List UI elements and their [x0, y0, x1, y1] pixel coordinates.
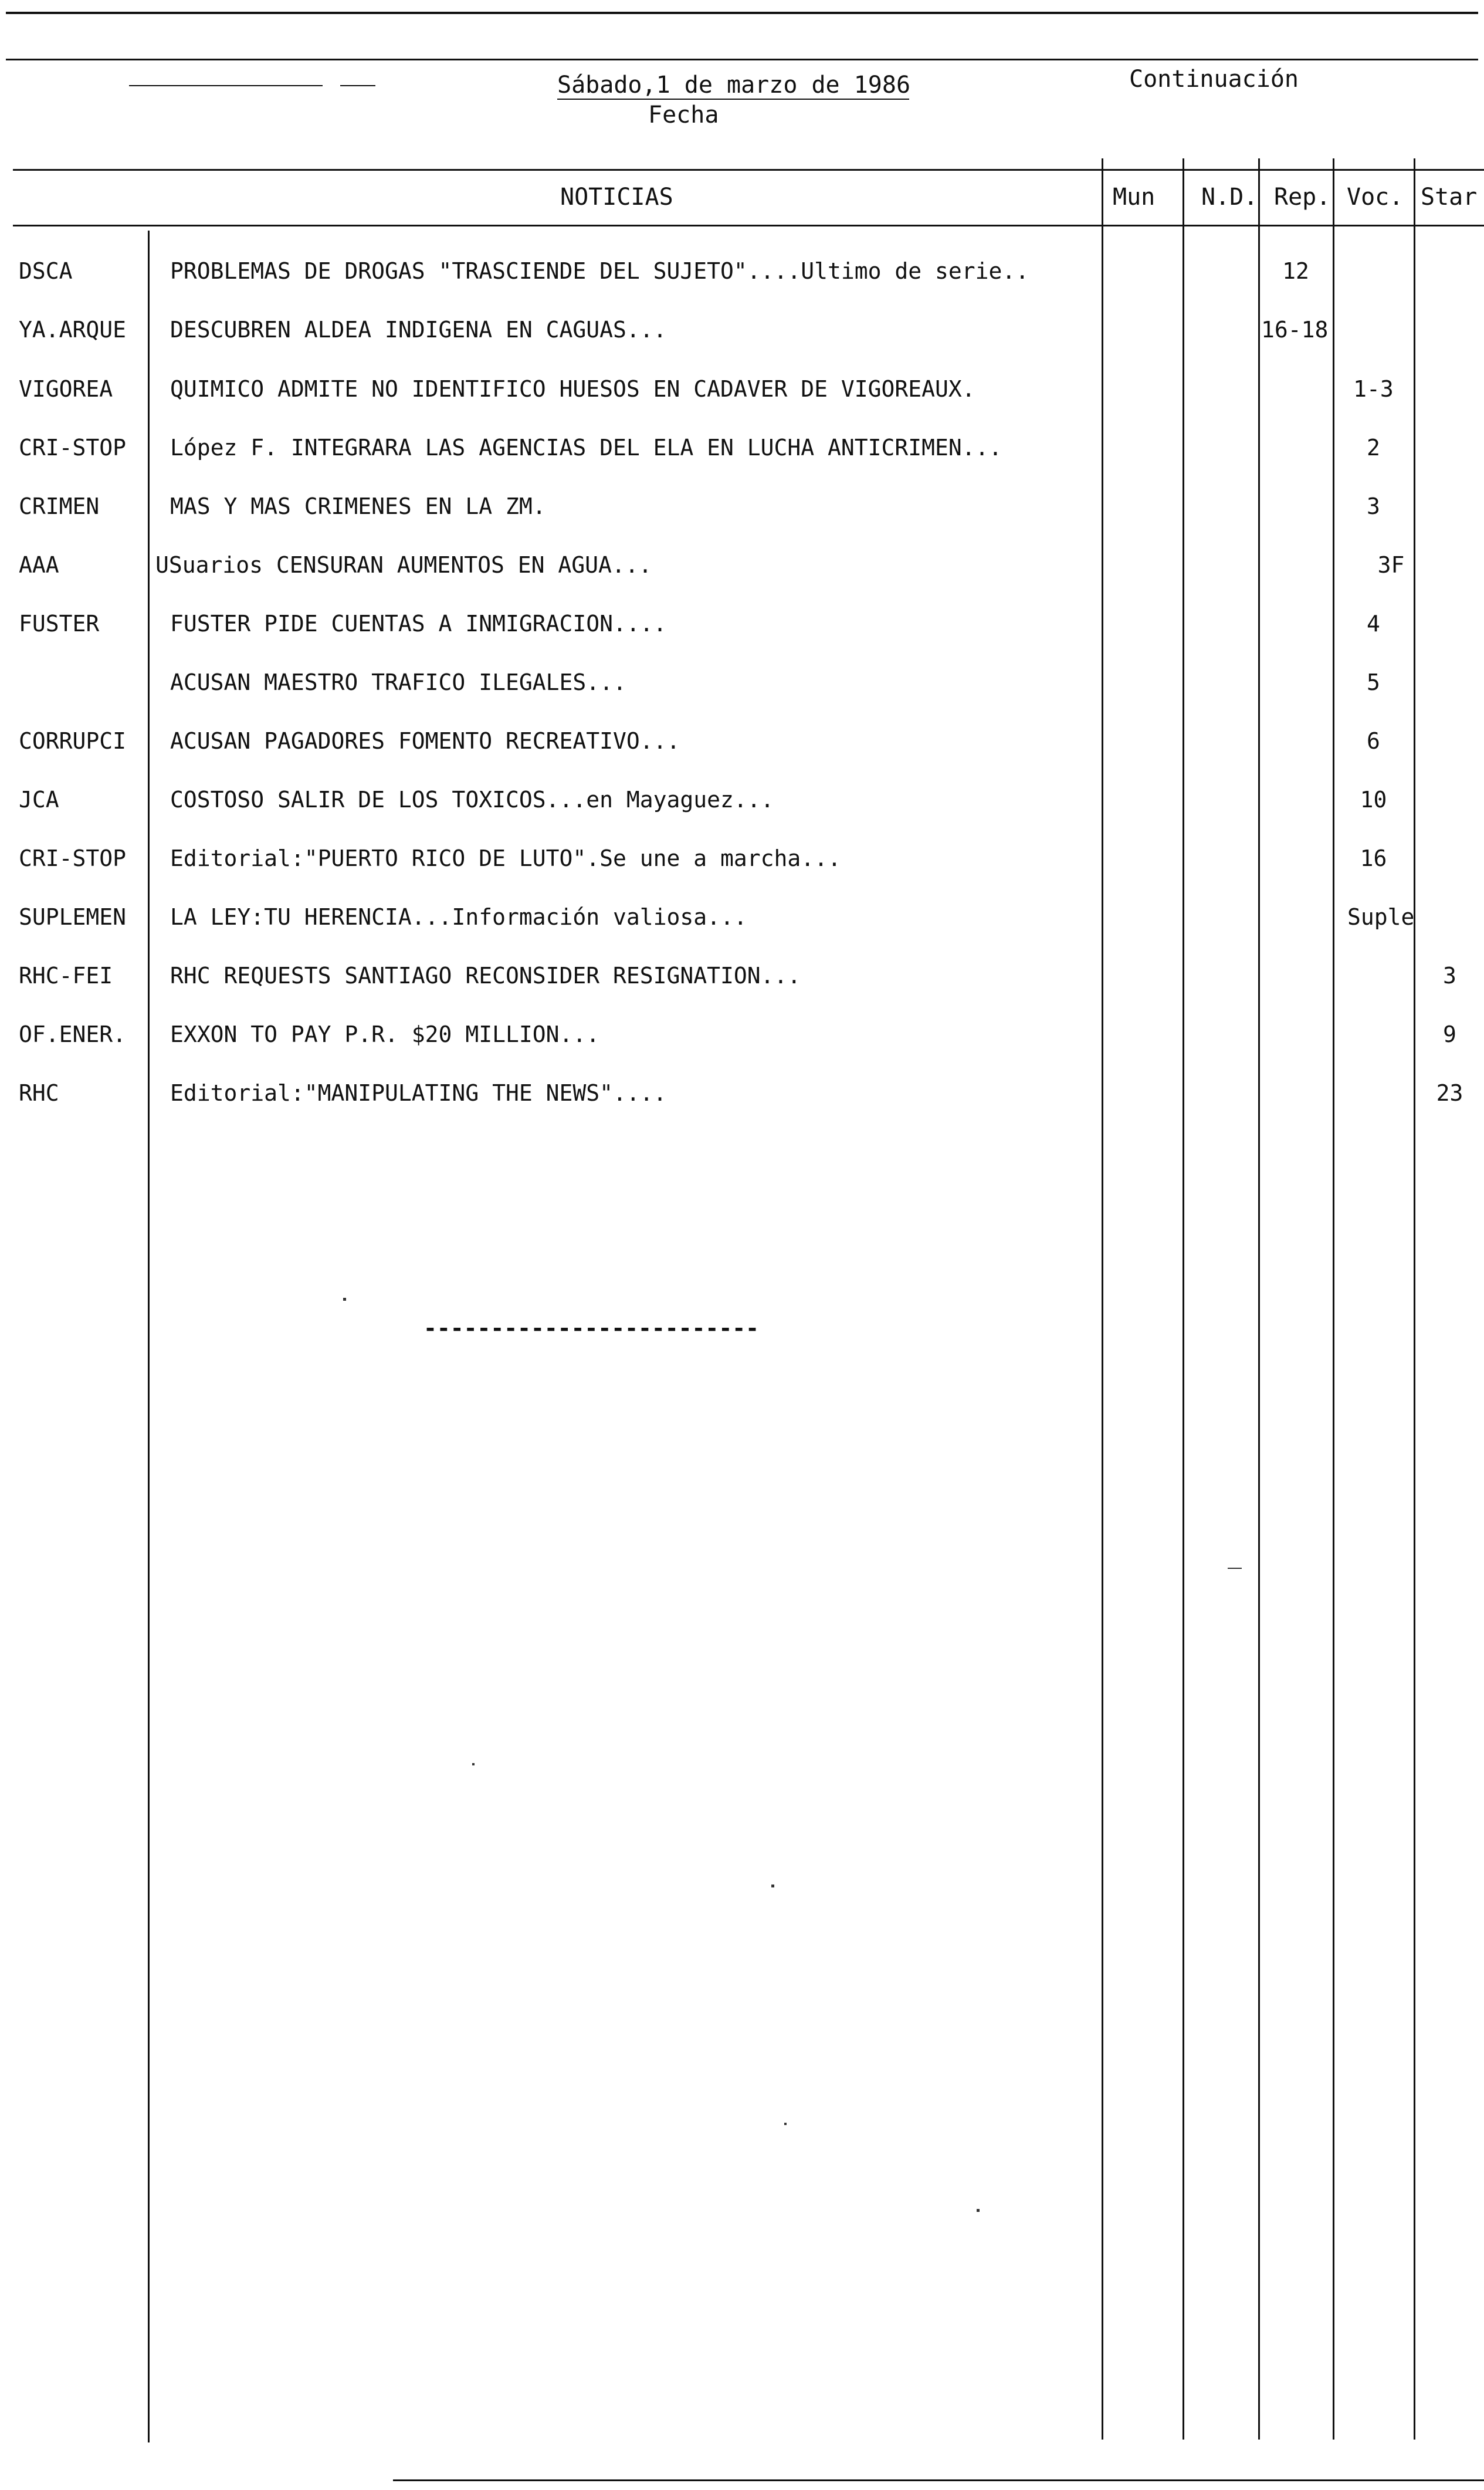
row-code: VIGOREA: [19, 376, 113, 402]
row-voc-page: 6: [1367, 728, 1380, 754]
scan-speck: [343, 1298, 346, 1301]
row-headline: LA LEY:TU HERENCIA...Información valiosa...: [170, 904, 747, 930]
row-voc-page: 1-3: [1353, 376, 1394, 402]
scan-speck: [1228, 1568, 1242, 1569]
row-voc-page: Suple: [1347, 904, 1415, 930]
row-headline: COSTOSO SALIR DE LOS TOXICOS...en Mayaguez...: [170, 787, 774, 813]
row-headline: RHC REQUESTS SANTIAGO RECONSIDER RESIGNATION...: [170, 963, 801, 989]
row-star-page: 3: [1443, 963, 1456, 989]
column-header-mun: Mun: [1113, 184, 1156, 211]
row-voc-page: 5: [1367, 669, 1380, 695]
row-headline: ACUSAN MAESTRO TRAFICO ILEGALES...: [170, 669, 626, 695]
row-code: YA.ARQUE: [19, 317, 127, 343]
date-underline: [557, 99, 909, 100]
row-code: DSCA: [19, 258, 73, 284]
row-headline: ACUSAN PAGADORES FOMENTO RECREATIVO...: [170, 728, 680, 754]
column-header-voc: Voc.: [1347, 184, 1404, 211]
row-code: CORRUPCI: [19, 728, 127, 754]
column-divider-code: [148, 231, 150, 2442]
row-code: SUPLEMEN: [19, 904, 127, 930]
column-header-rep: Rep.: [1274, 184, 1331, 211]
column-header-noticias: NOTICIAS: [560, 184, 673, 211]
row-code: AAA: [19, 552, 59, 578]
scan-speck: [472, 1763, 475, 1765]
column-divider-mun-right: [1183, 158, 1184, 2440]
row-voc-page: 16: [1360, 845, 1387, 871]
report-date: Sábado,1 de marzo de 1986: [557, 72, 911, 99]
row-code: CRIMEN: [19, 493, 100, 519]
row-headline: EXXON TO PAY P.R. $20 MILLION...: [170, 1021, 600, 1047]
table-header-rule: [13, 225, 1484, 226]
row-voc-page: 3: [1367, 493, 1380, 519]
top-short-dash-1: [129, 85, 323, 86]
row-headline: Editorial:"MANIPULATING THE NEWS"....: [170, 1080, 667, 1106]
row-headline: MAS Y MAS CRIMENES EN LA ZM.: [170, 493, 546, 519]
row-code: CRI-STOP: [19, 435, 127, 461]
row-voc-page: 3F: [1377, 552, 1405, 578]
row-code: RHC: [19, 1080, 59, 1106]
row-voc-page: 4: [1367, 611, 1380, 637]
row-code: OF.ENER.: [19, 1021, 127, 1047]
row-headline: López F. INTEGRARA LAS AGENCIAS DEL ELA EN LUCHA ANTICRIMEN...: [170, 435, 1002, 461]
row-code: FUSTER: [19, 611, 100, 637]
column-divider-nd-right: [1258, 158, 1260, 2440]
row-star-page: 9: [1443, 1021, 1456, 1047]
row-rep-page: 16-18: [1261, 317, 1329, 343]
scan-speck: [784, 2123, 787, 2125]
row-code: CRI-STOP: [19, 845, 127, 871]
date-label: Fecha: [648, 102, 719, 128]
row-voc-page: 2: [1367, 435, 1380, 461]
row-rep-page: 12: [1282, 258, 1309, 284]
table-top-rule: [13, 169, 1484, 171]
top-double-rule-1: [6, 12, 1478, 14]
row-code: RHC-FEI: [19, 963, 113, 989]
row-headline: Editorial:"PUERTO RICO DE LUTO".Se une a marcha...: [170, 845, 841, 871]
scan-speck: [771, 1885, 774, 1887]
column-divider-mun-left: [1102, 158, 1103, 2440]
top-double-rule-2: [6, 59, 1478, 60]
scan-speck: [977, 2209, 980, 2212]
row-headline: DESCUBREN ALDEA INDIGENA EN CAGUAS...: [170, 317, 667, 343]
row-voc-page: 10: [1360, 787, 1387, 813]
row-headline: FUSTER PIDE CUENTAS A INMIGRACION....: [170, 611, 667, 637]
end-of-list-marker: -------------------------: [423, 1315, 759, 1341]
column-header-star: Star: [1421, 184, 1478, 211]
bottom-rule: [393, 2479, 1484, 2481]
column-header-nd: N.D.: [1201, 184, 1258, 211]
row-headline: PROBLEMAS DE DROGAS "TRASCIENDE DEL SUJETO"....Ultimo de serie..: [170, 258, 1029, 284]
row-code: JCA: [19, 787, 59, 813]
continuation-label: Continuación: [1129, 66, 1299, 93]
top-short-dash-2: [340, 85, 375, 86]
row-headline: QUIMICO ADMITE NO IDENTIFICO HUESOS EN CADAVER DE VIGOREAUX.: [170, 376, 975, 402]
row-star-page: 23: [1436, 1080, 1463, 1106]
row-headline: USuarios CENSURAN AUMENTOS EN AGUA...: [155, 552, 652, 578]
column-divider-voc-right: [1414, 158, 1415, 2440]
